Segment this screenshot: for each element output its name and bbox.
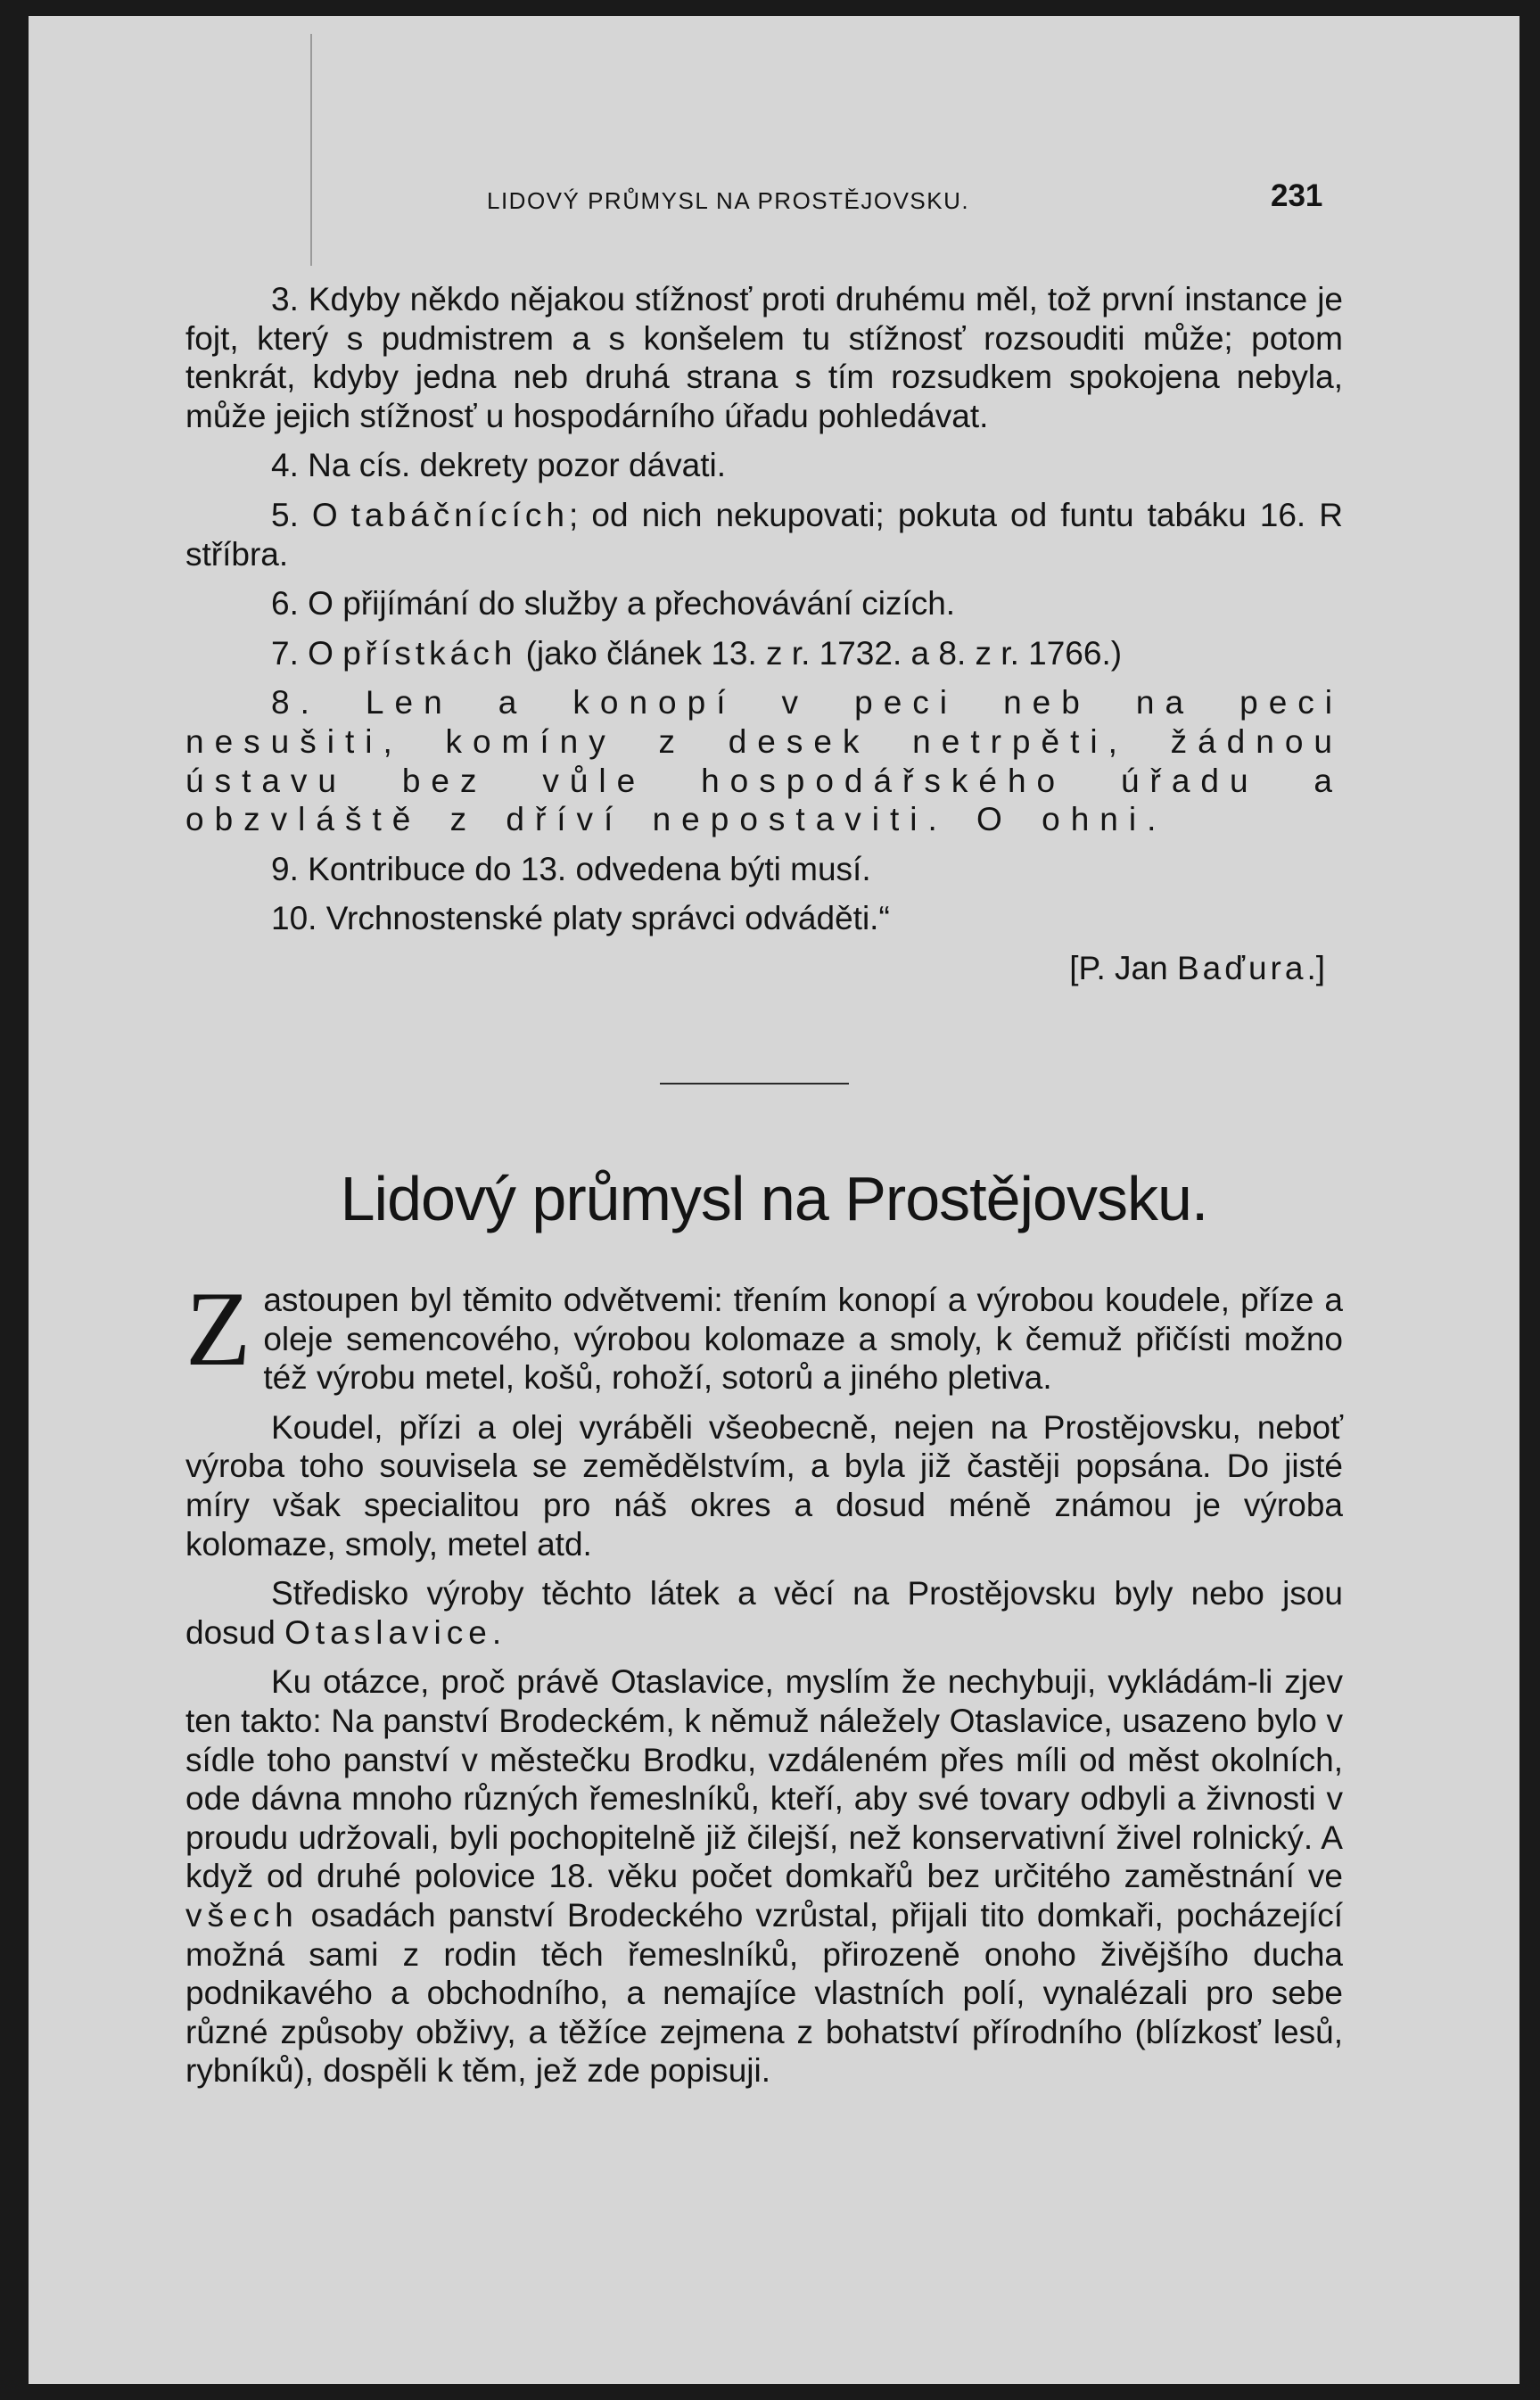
book-page: [29, 16, 1519, 2384]
paragraph-4: [185, 1662, 1343, 2091]
paragraph-4-start: Ku otázce, proč právě Otaslavice, myslím že nechybuji, vykládám-li zjev ten takto: Na panství Brodeckém, k němuž náležely Otaslavice, usazeno bylo v sídle toho panství v městečku Brodku, vzdáleném přes míli od měst okolních, ode dávna mnoho různých řemeslníků, kteří, aby své tovary odbyli a živnosti v proudu udržovali, byli pochopitelně již čilejší, než konservativní živel rolnický. A když od druhé polovice 18. věku počet domkařů bez určitého zaměstnání ve: [185, 1663, 1343, 1895]
item-7: [185, 634, 1343, 673]
signature-open: [P. Jan: [1069, 949, 1177, 986]
page-number: 231: [1271, 178, 1323, 213]
item-3: 3. Kdyby někdo nějakou stížnosť proti druhému měl, tož první instance je fojt, který s pudmistrem a s konšelem tu stížnosť rozsouditi může; potom tenkrát, kdyby jedna neb druhá strana s tím rozsudkem spokojena nebyla, může jejich stížnosť u hospodárního úřadu pohledávat.: [185, 281, 1343, 434]
drop-cap: Z: [185, 1269, 251, 1388]
section-divider: [660, 1083, 849, 1085]
item-9: 9. Kontribuce do 13. odvedena býti musí.: [271, 850, 871, 887]
section-body: [185, 1269, 1343, 2091]
paragraph-4-end: osadách panství Brodeckého vzrůstal, přijali tito domkaři, pocházející možná sami z rodin těch řemeslníků, přirozeně onoho živějšího ducha podnikavého a obchodního, a nemajíce vlastních polí, vynalézali pro sebe různé způsoby obživy, a těžíce zejmena z bohatství přírodního (blízkosť lesů, rybníků), dospěli k těm, jež zde popisuji.: [185, 1896, 1343, 2090]
section-title: Lidový průmysl na Prostějovsku.: [340, 1164, 1208, 1233]
item-5-rest: ; od nich nekupovati; pokuta od funtu tabáku 16. R stříbra.: [185, 496, 1343, 573]
item-4: 4. Na cís. dekrety pozor dávati.: [271, 447, 727, 484]
paragraph-3-end: .: [491, 1613, 502, 1651]
signature: [185, 949, 1343, 988]
signature-close: .]: [1306, 949, 1325, 986]
item-10: 10. Vrchnostenské platy správci odváděti.“: [271, 900, 890, 937]
running-head: LIDOVÝ PRŮMYSL NA PROSTĚJOVSKU.: [487, 187, 970, 214]
item-7-number: 7. O: [271, 634, 343, 672]
item-5-spaced: tabáčnících: [350, 496, 570, 533]
item-7-spaced: přístkách: [342, 634, 517, 672]
paragraph-2: Koudel, přízi a olej vyráběli všeobecně, nejen na Prostějovsku, neboť výroba toho souvisela se zemědělstvím, a byla již častěji popsána. Do jisté míry však specialitou pro náš okres a dosud méně známou je výroba kolomaze, smoly, metel atd.: [185, 1408, 1343, 1563]
intro-paragraph: [185, 1269, 1343, 1398]
paragraph-3-start: Středisko výroby těchto látek a věcí na Prostějovsku byly nebo jsou dosud: [185, 1575, 1343, 1651]
item-7-rest: (jako článek 13. z r. 1732. a 8. z r. 1766.): [516, 634, 1123, 672]
item-6: 6. O přijímání do služby a přechovávání cizích.: [271, 585, 956, 623]
intro-text: astoupen byl těmito odvětvemi: třením konopí a výrobou koudele, příze a oleje semencového, výrobou kolomaze a smoly, k čemuž přičísti možno též výrobu metel, košů, rohoží, sotorů a jiného pletiva.: [263, 1282, 1343, 1397]
item-5-number: 5. O: [271, 496, 351, 533]
scan-margin-line: [310, 34, 312, 266]
item-5: [185, 496, 1343, 573]
paragraph-3-spaced: Otaslavice: [284, 1613, 492, 1651]
item-8: 8. Len a konopí v peci neb na peci nesušiti, komíny z desek netrpěti, žádnou ústavu bez vůle hospodářského úřadu a obzvláště z dříví nepostaviti. O ohni.: [185, 684, 1343, 838]
page-header: [29, 177, 1519, 221]
paragraph-3: [185, 1574, 1343, 1652]
signature-name: Baďura: [1176, 949, 1307, 986]
paragraph-4-spaced: všech: [185, 1896, 299, 1934]
ordinance-items: [185, 280, 1343, 988]
